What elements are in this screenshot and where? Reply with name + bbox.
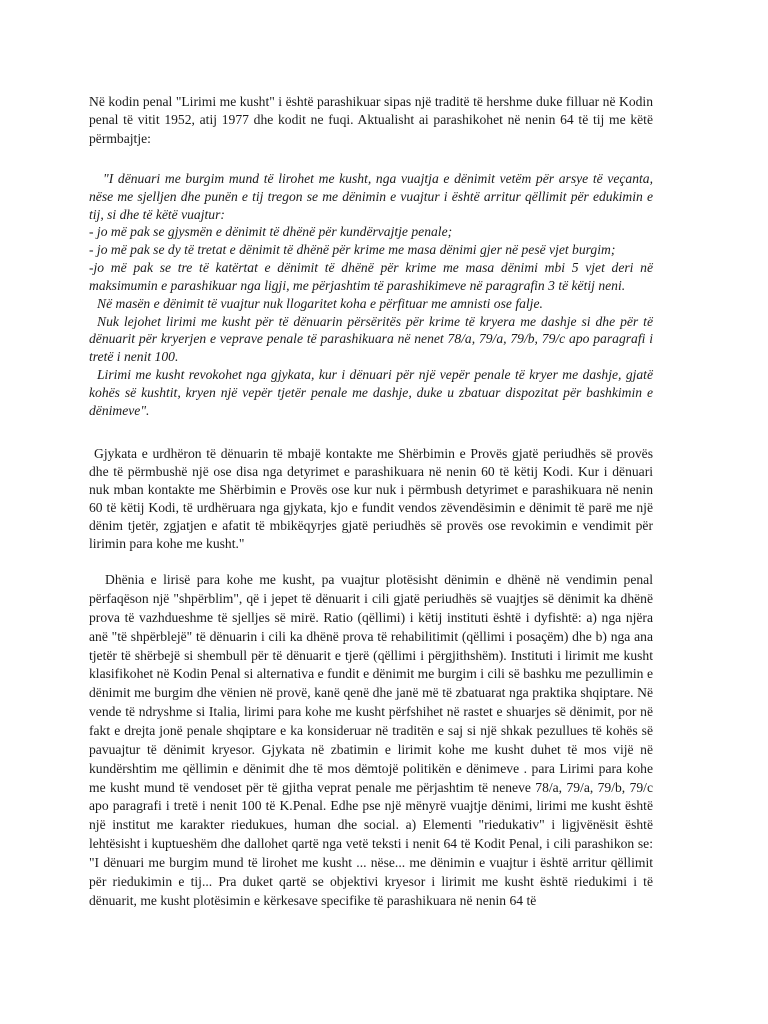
body-paragraph-2: Gjykata e urdhëron të dënuarin të mbajë kontakte me Shërbimin e Provës gjatë periudhës së provës dhe të përmbushë një ose disa nga detyrimet e parashikuara në nenin 60 të këtij Kodi. Kur i dënuari nuk mban kontakte me Shërbimin e Provës ose kur nuk i përmbush detyrimet e parashikuara në nenin 60 të këtij Kodi, të urdhëruara nga gjykata, kjo e fundit vendos zëvendësimin e dënimit të parë me një dënim tjetër, zgjatjen e afatit të mbikëqyrjes gjatë periudhës së provës ose revokimin e vendimit për lirimin para kohe me kusht."	[89, 445, 653, 552]
quote-paragraph-3: Nuk lejohet lirimi me kusht për të dënuarin përsëritës për krime të kryera me dashje si dhe për të dënuarit për kryerjen e veprave penale të parashikuara në nenet 78/a, 79/a, 79/b, 79/c apo paragrafi i tretë i nenit 100.	[89, 313, 653, 365]
quote-paragraph-2: Në masën e dënimit të vuajtur nuk llogaritet koha e përfituar me amnisti ose falje.	[97, 295, 543, 311]
quote-opening: "I dënuari me burgim mund të lirohet me kusht, nga vuajtja e dënimit vetëm për arsye të veçanta, nëse me sjelljen dhe punën e tij tregon se me dënimin e vuajtur i është arritur qëllimit për edukimin e tij, si dhe të këtë vuajtur:	[89, 170, 653, 222]
document-body	[89, 93, 653, 910]
quote-item-1: - jo më pak se gjysmën e dënimit të dhënë për kundërvajtje penale;	[89, 224, 453, 240]
intro-paragraph: Në kodin penal "Lirimi me kusht" i është parashikuar sipas një traditë të hershme duke filluar në Kodin penal të vitit 1952, atij 1977 dhe kodit ne fuqi. Aktualisht ai parashikohet në nenin 64 të tij me këtë përmbajtje:	[89, 94, 653, 146]
quote-item-3: -jo më pak se tre të katërtat e dënimit të dhënë për krime me masa dënimi mbi 5 vjet deri në maksimumin e parashikuar nga ligji, me përjashtim të parashikimeve në paragrafin 3 të këtij neni.	[89, 260, 653, 293]
quote-item-2: - jo më pak se dy të tretat e dënimit të dhënë për krime me masa dënimi gjer në pesë vjet burgim;	[89, 242, 616, 258]
quote-paragraph-4: Lirimi me kusht revokohet nga gjykata, kur i dënuari për një vepër penale të kryer me dashje, gjatë kohës së kushtit, kryen një vepër tjetër penale me dashje, duke u zbatuar dispozitat për bashkimin e dënimeve".	[89, 367, 653, 418]
law-article-quote	[89, 170, 653, 420]
body-paragraph-3: Dhënia e lirisë para kohe me kusht, pa vuajtur plotësisht dënimin e dhënë në vendimin penal përfaqëson një "shpërblim", që i jepet të dënuarit i cili gjatë periudhës së vuajtjes së dënimit ka dhënë prova të vazhdueshme të sjelljes së mirë. Ratio (qëllimi) i këtij instituti është i dyfishtë: a) nga njëra anë "të shpërblejë" të dënuarin i cili ka dhënë prova të rehabilitimit (qëllimi i posaçëm) dhe b) nga ana tjetër të shërbejë si shembull për të dënuarit e tjerë (qëllimi i përgjithshëm). Instituti i lirimit me kusht klasifikohet në Kodin Penal si alternativa e fundit e dënimit me burgim i cili së bashku me pezullimin e dënimit me burgim dhe vënien në provë, kanë qenë dhe janë më të zbatuarat nga praktika shqiptare. Në vende të ndryshme si Italia, lirimi para kohe me kusht përfshihet në rastet e shuarjes së dënimit, por në fakt e drejta jonë penale shqiptare e ka konsideruar në traditën e saj si një shkak pezullues të kohës së pavuajtur të dënimit kryesor. Gjykata në zbatimin e lirimit kohe me kusht duhet të mos vijë në kundërshtim me qëllimin e dënimit dhe të mos dëmtojë politikën e dënimeve . para Lirimi para kohe me kusht mund të vendoset për të gjitha veprat penale me përjashtim të neneve 78/a, 79/a, 79/b, 79/c apo paragrafi i tretë i nenit 100 të K.Penal. Edhe pse një mënyrë vuajtje dënimi, lirimi me kusht është një institut me karakter riedukues, human dhe social. a) Elementi "riedukativ" i ligjvënësit është lehtësisht i kuptueshëm dhe dallohet qartë nga vetë teksti i nenit 64 të Kodit Penal, i cili parashikon se: "I dënuari me burgim mund të lirohet me kusht ... nëse... me dënimin e vuajtur i është arritur qëllimit për riedukimin e tij... Pra duket qartë se objektivi kryesor i lirimit me kusht është riedukimi i të dënuarit, me kusht plotësimin e kërkesave specifike të parashikuara në nenin 64 të	[89, 572, 653, 908]
